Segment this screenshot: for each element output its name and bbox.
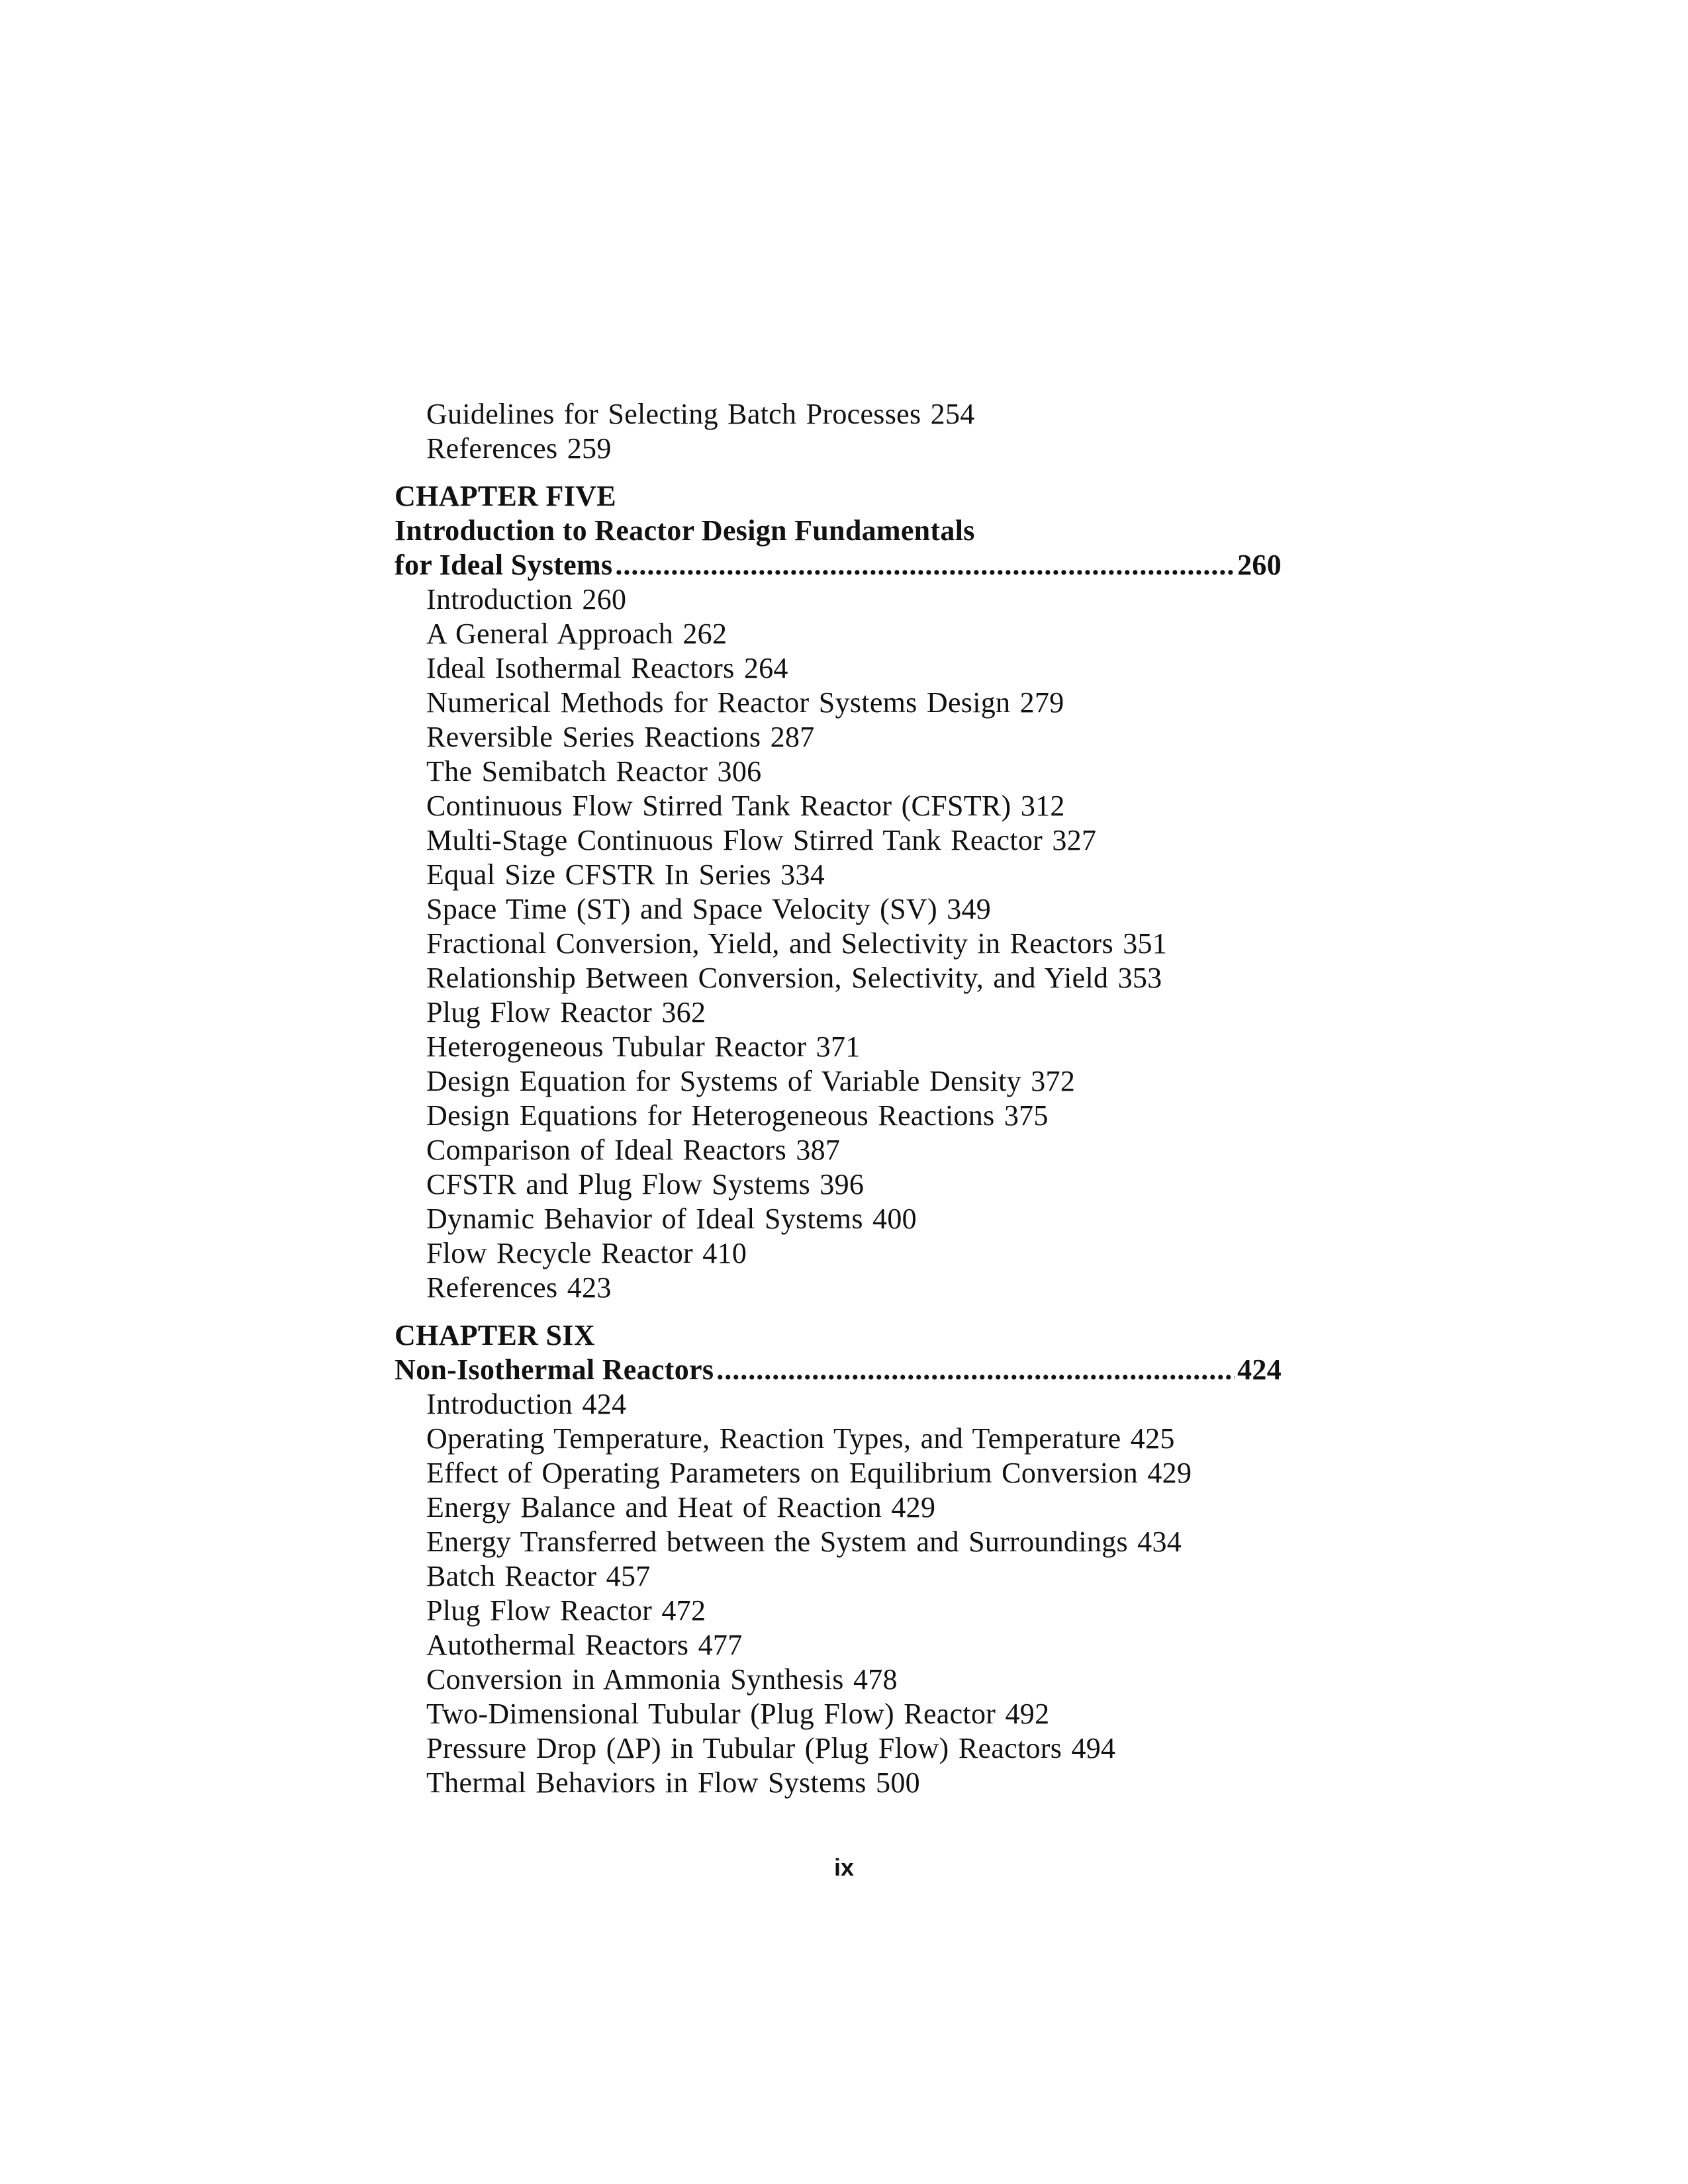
chapter-six-entries [395, 1387, 1282, 1800]
toc-entry: Reversible Series Reactions 287 [426, 721, 815, 753]
toc-entry: Autothermal Reactors 477 [426, 1629, 743, 1661]
toc-entry: Conversion in Ammonia Synthesis 478 [426, 1663, 898, 1696]
page-folio: ix [833, 1854, 855, 1881]
toc-entry: Guidelines for Selecting Batch Processes 254 [426, 398, 975, 430]
toc-entry: Batch Reactor 457 [426, 1560, 651, 1592]
chapter-six-title-line [395, 1353, 1282, 1387]
toc-entry: Heterogeneous Tubular Reactor 371 [426, 1030, 861, 1063]
toc-entry: Dynamic Behavior of Ideal Systems 400 [426, 1203, 917, 1235]
toc-entry: Numerical Methods for Reactor Systems Design 279 [426, 686, 1064, 719]
continued-entries [395, 397, 1282, 466]
toc-entry: Effect of Operating Parameters on Equilibrium Conversion 429 [426, 1457, 1192, 1489]
toc-entry: A General Approach 262 [426, 617, 727, 650]
toc-entry: Space Time (ST) and Space Velocity (SV) 349 [426, 893, 992, 925]
toc-entry: Flow Recycle Reactor 410 [426, 1237, 747, 1269]
table-of-contents [395, 397, 1282, 1800]
chapter-five-label: CHAPTER FIVE [395, 480, 616, 512]
toc-entry: Two-Dimensional Tubular (Plug Flow) Reactor 492 [426, 1698, 1050, 1730]
chapter-five-title-text: for Ideal Systems [395, 549, 613, 581]
dot-leader [716, 1353, 1235, 1387]
chapter-six-page-number: 424 [1237, 1353, 1282, 1386]
chapter-five-section [395, 479, 1282, 1305]
toc-entry: CFSTR and Plug Flow Systems 396 [426, 1168, 865, 1201]
toc-entry: Comparison of Ideal Reactors 387 [426, 1134, 841, 1166]
chapter-six-label: CHAPTER SIX [395, 1319, 595, 1351]
toc-entry: References 259 [426, 432, 612, 465]
toc-entry: Design Equations for Heterogeneous Reactions 375 [426, 1099, 1049, 1132]
chapter-five-entries [395, 582, 1282, 1305]
toc-entry: Design Equation for Systems of Variable Density 372 [426, 1065, 1076, 1097]
chapter-six-section [395, 1318, 1282, 1800]
toc-entry: Equal Size CFSTR In Series 334 [426, 858, 825, 891]
chapter-five-page-number: 260 [1237, 549, 1282, 581]
toc-entry: Relationship Between Conversion, Selectivity, and Yield 353 [426, 962, 1162, 994]
chapter-five-title-line-1: Introduction to Reactor Design Fundamentals [395, 514, 975, 547]
toc-entry: Energy Transferred between the System and Surroundings 434 [426, 1525, 1182, 1558]
toc-entry: Continuous Flow Stirred Tank Reactor (CFSTR) 312 [426, 790, 1065, 822]
toc-entry: Plug Flow Reactor 472 [426, 1594, 706, 1627]
toc-entry: References 423 [426, 1271, 612, 1304]
toc-entry: Operating Temperature, Reaction Types, and Temperature 425 [426, 1422, 1175, 1455]
toc-entry: Plug Flow Reactor 362 [426, 996, 706, 1028]
toc-entry: Ideal Isothermal Reactors 264 [426, 652, 788, 684]
toc-entry: Introduction 424 [426, 1388, 627, 1420]
toc-entry: Pressure Drop (ΔP) in Tubular (Plug Flow) Reactors 494 [426, 1732, 1116, 1764]
toc-entry: The Semibatch Reactor 306 [426, 755, 762, 788]
chapter-six-title-text: Non-Isothermal Reactors [395, 1353, 714, 1386]
chapter-five-title-line-2 [395, 548, 1282, 582]
toc-entry: Thermal Behaviors in Flow Systems 500 [426, 1766, 920, 1799]
toc-entry: Introduction 260 [426, 583, 627, 615]
dot-leader [615, 548, 1235, 582]
toc-entry: Fractional Conversion, Yield, and Selectivity in Reactors 351 [426, 927, 1168, 960]
toc-entry: Energy Balance and Heat of Reaction 429 [426, 1491, 936, 1524]
toc-entry: Multi-Stage Continuous Flow Stirred Tank Reactor 327 [426, 824, 1097, 856]
